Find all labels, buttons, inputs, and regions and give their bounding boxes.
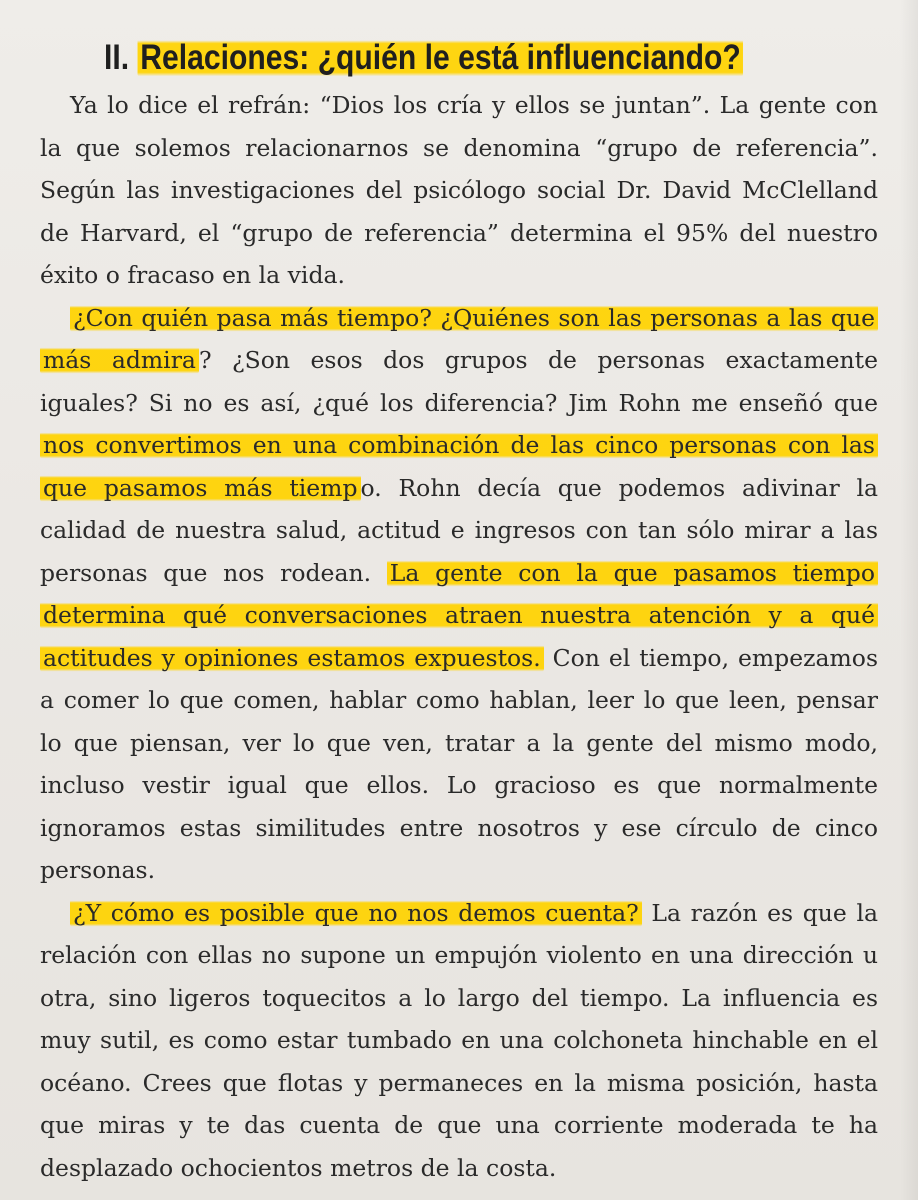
paragraph-3 (40, 892, 878, 1190)
section-number: II. (104, 38, 130, 77)
highlight-five-people: nos convertimos en una combinación de las cinco personas con las que pasamos más tiemp (40, 431, 878, 502)
paragraph-2-text-a: ? ¿Son esos dos grupos de personas exactamente iguales? Si no es así, ¿qué los diferencia? Jim Rohn me enseñó que (40, 346, 878, 417)
highlight-conversations: La gente con la que pasamos tiempo determina qué conversaciones atraen nuestra atención y a qué actitudes y opiniones estamos expuestos. (40, 559, 878, 672)
page-edge-shadow (900, 0, 918, 1200)
paragraph-2-text-c: Con el tiempo, empezamos a comer lo que comen, hablar como hablan, leer lo que leen, pensar lo que piensan, ver lo que ven, tratar a la gente del mismo modo, incluso vestir igual que ellos. Lo gracioso es que normalmente ignoramos estas similitudes entre nosotros y ese círculo de cinco personas. (40, 643, 879, 884)
section-heading (104, 32, 743, 84)
section-title-highlighted: Relaciones: ¿quién le está influenciando? (138, 38, 744, 77)
highlight-question-admire: ¿Con quién pasa más tiempo? ¿Quiénes son las personas a las que más admira (40, 304, 878, 375)
paragraph-2 (40, 297, 878, 892)
paragraph-1: Ya lo dice el refrán: “Dios los cría y ellos se juntan”. La gente con la que solemos relacionarnos se denomina “grupo de referencia”. Según las investigaciones del psicólogo social Dr. David McClelland de Harvard, el “grupo de referencia” determina el 95% del nuestro éxito o fracaso en la vida. (40, 91, 878, 289)
highlight-not-notice: ¿Y cómo es posible que no nos demos cuenta? (70, 899, 642, 927)
paragraph-3-text: La razón es que la relación con ellas no supone un empujón violento en una dirección u otra, sino ligeros toquecitos a lo largo del tiempo. La influencia es muy sutil, es como estar tumbado en una colchoneta hinchable en el océano. Crees que flotas y permaneces en la misma posición, hasta que miras y te das cuenta de que una corriente moderada te ha desplazado ochocientos metros de la costa. (40, 898, 878, 1182)
paragraph-2-text-b: o. Rohn decía que podemos adivinar la calidad de nuestra salud, actitud e ingresos con tan sólo mirar a las personas que nos rodean. (40, 473, 878, 587)
body-text (40, 84, 878, 1189)
